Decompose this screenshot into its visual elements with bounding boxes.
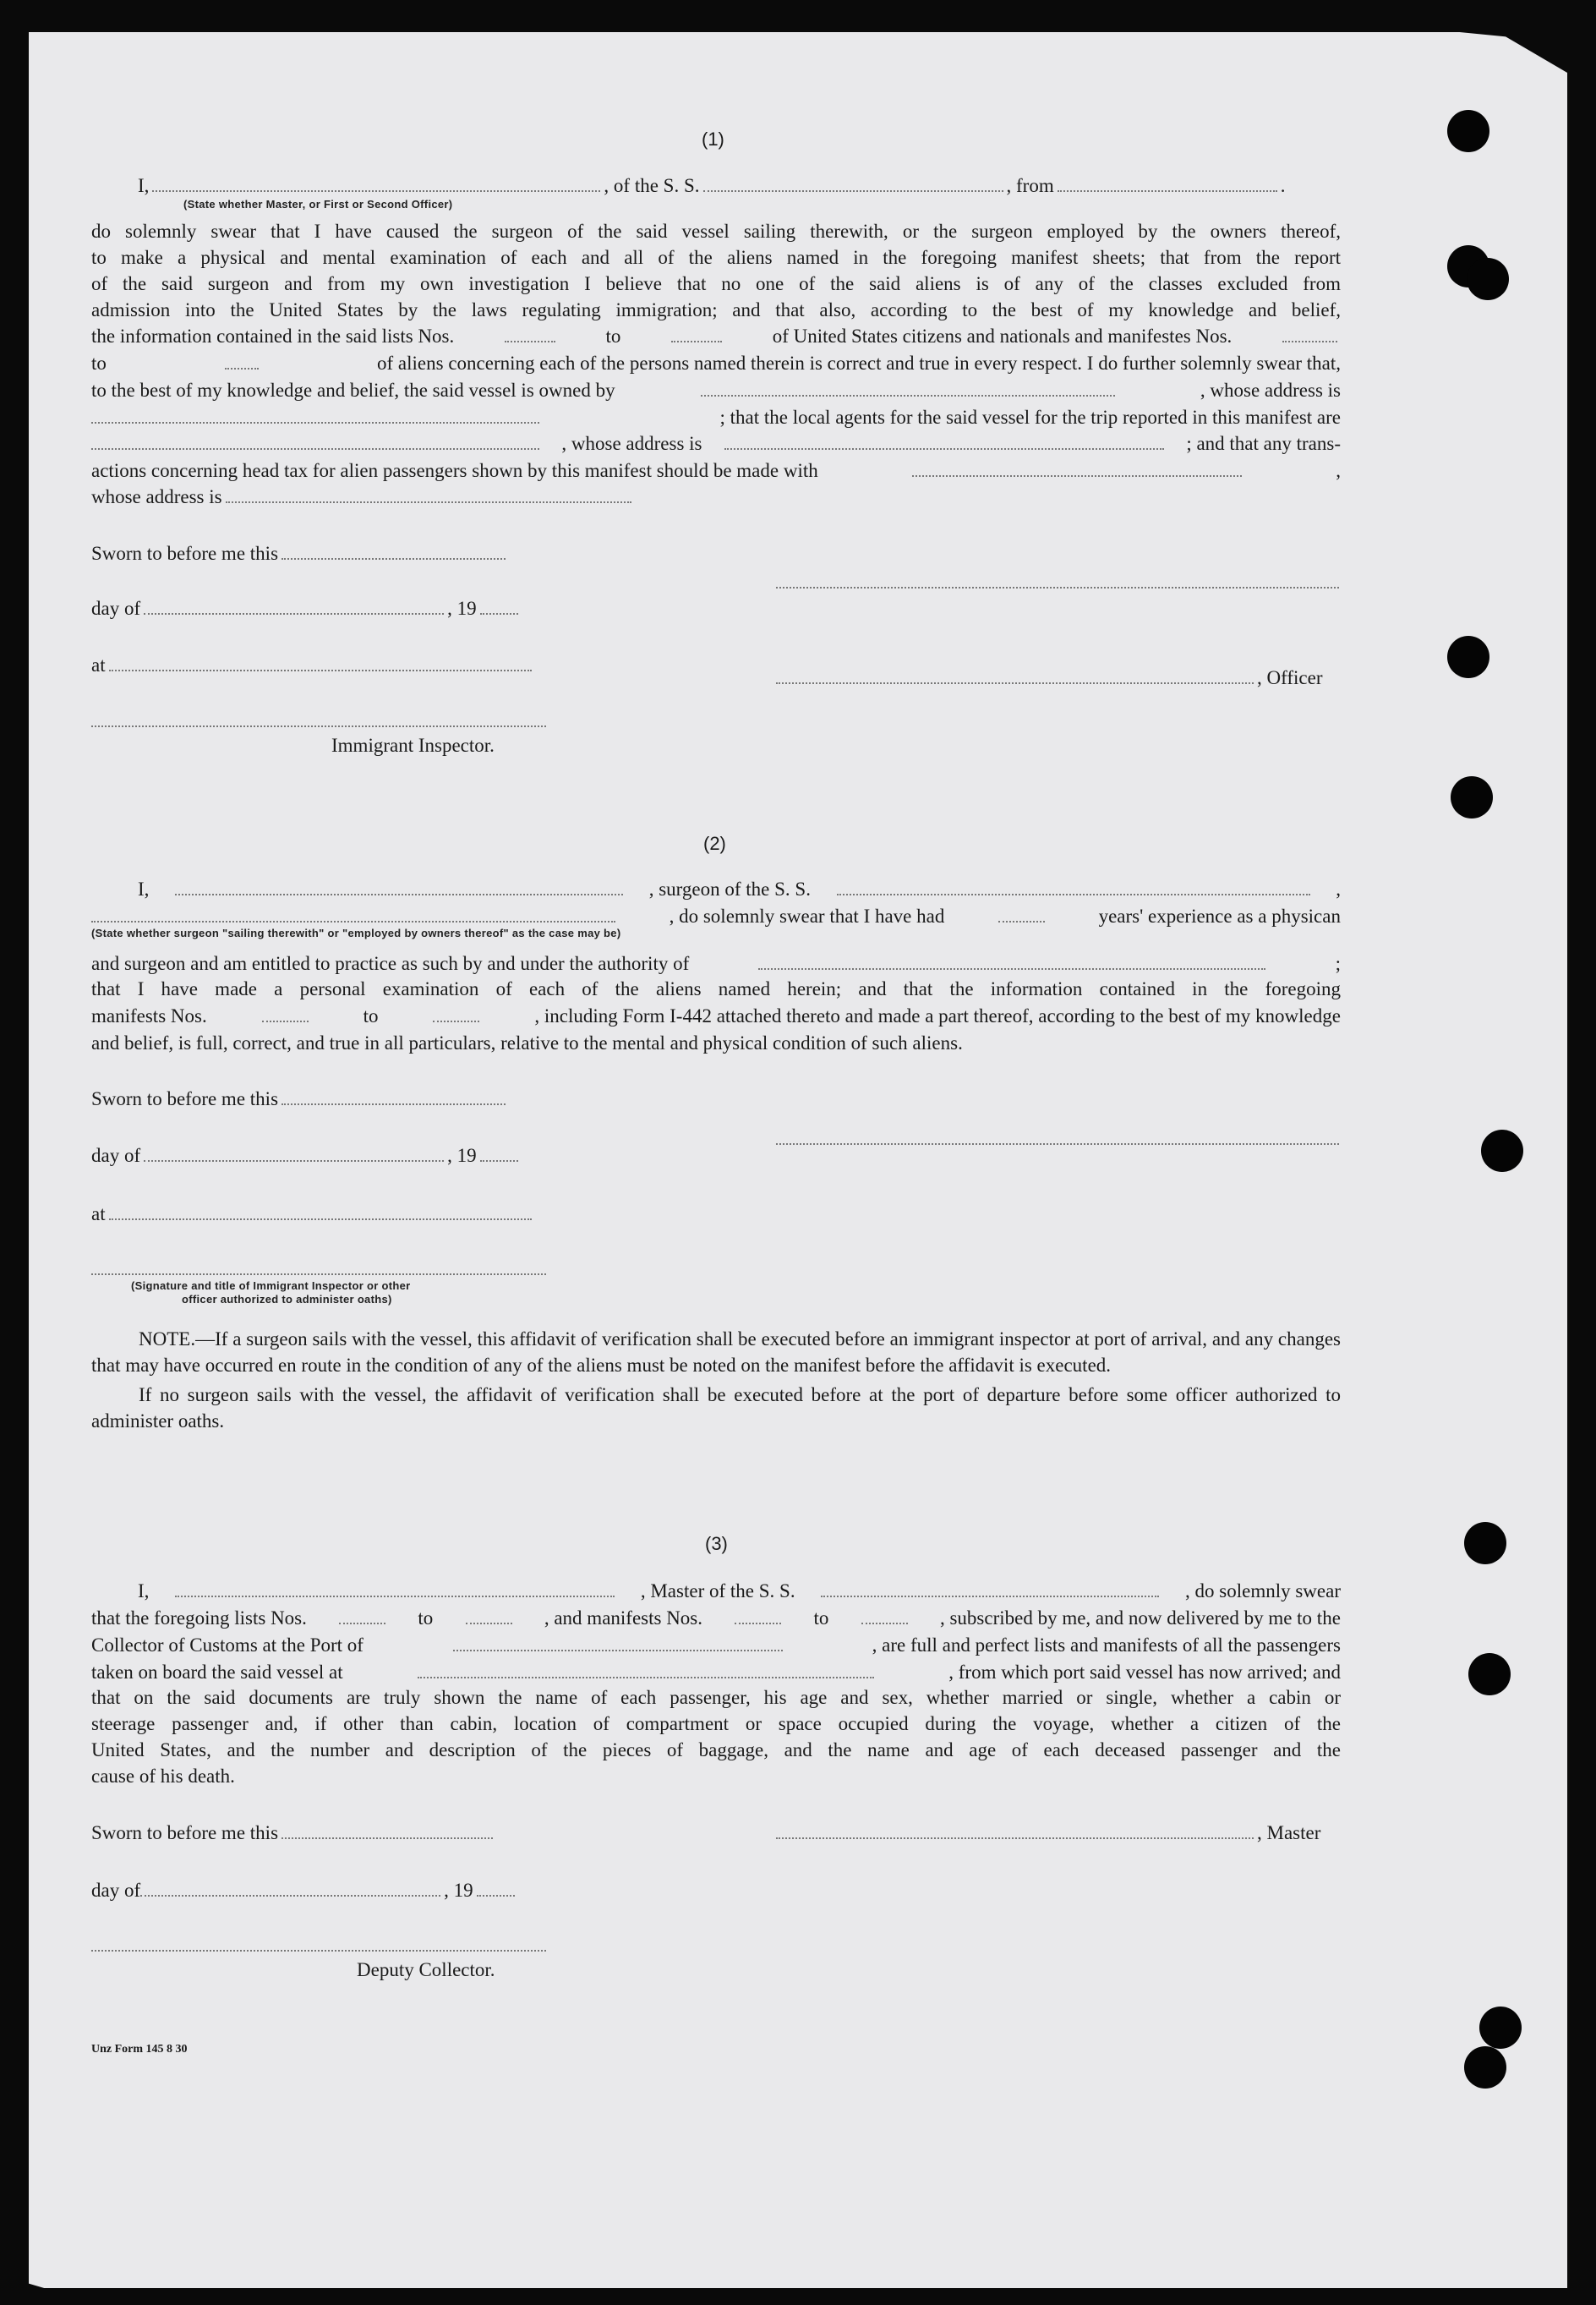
master-name-field[interactable] [175,1595,615,1597]
section3-body-line: that on the said documents are truly shown the name of each passenger, his age and sex, whether married or single, whether a cabin or [91,1687,1341,1708]
punch-hole [1467,258,1509,300]
punch-hole [1447,636,1489,678]
surgeon-status-field[interactable] [91,920,615,923]
vessel-name-field[interactable] [837,893,1310,895]
officer-signature-field[interactable] [776,682,1254,684]
section3-body-line: United States, and the number and description of the pieces of baggage, and the name and age of each deceased passenger and the [91,1739,1341,1760]
signature-note: (Signature and title of Immigrant Inspector or other [131,1279,411,1292]
agents-address-line [91,434,1341,453]
label: , whose address is [561,433,702,454]
officer-note: (State whether Master, or First or Second Officer) [183,198,453,211]
sworn-label: Sworn to before me this [91,1823,496,1842]
day-field[interactable] [140,1894,440,1897]
owner-line [91,381,1341,400]
label: , whose address is [1200,380,1341,401]
label: , [1336,460,1341,481]
label: whose address is [91,486,222,507]
day-of-label: day of , 19 [91,599,522,618]
day-field[interactable] [144,612,444,615]
label: to [91,353,107,374]
label: , Master of the S. S. [640,1580,795,1601]
section-number: (1) [702,129,724,150]
label: , from [1006,175,1054,196]
label: , subscribed by me, and now delivered by me to the [939,1607,1341,1629]
punch-hole [1451,776,1493,819]
note-paragraph: NOTE.—If a surgeon sails with the vessel, this affidavit of verification shall be executed before an immigrant inspector at port of arrival, and any changes that may have occurred en route in the condition of any of the aliens must be noted on the manifest before the affidavit is executed. [91,1328,1341,1376]
label: , surgeon of the S. S. [648,879,811,900]
manifest-to-field[interactable] [433,1020,479,1022]
surgeon-line [138,879,1341,899]
inspector-signature-line[interactable] [91,1273,546,1275]
sworn-label: Sworn to before me this [91,544,509,563]
sworn-date-field[interactable] [281,557,506,560]
label: to [418,1607,434,1629]
list-to-field[interactable] [671,340,722,342]
section2-body-line: and belief, is full, correct, and true in all particulars, relative to the mental and physical condition of such aliens. [91,1032,963,1054]
place-field[interactable] [109,669,532,671]
from-port-field[interactable] [1058,189,1277,192]
master-signature: , Master [776,1823,1320,1842]
manifest-from-field[interactable] [735,1622,781,1624]
sworn-label: Sworn to before me this [91,1089,509,1109]
label: to [363,1005,379,1027]
note-block [91,1326,1341,1434]
label: that the foregoing lists Nos. [91,1607,307,1629]
contact-address-field[interactable] [226,501,631,503]
day-of-label: day of , 19 [91,1146,522,1165]
port-line [91,1635,1341,1655]
day-field[interactable] [144,1159,444,1162]
label: of United States citizens and nationals and manifestes Nos. [772,326,1233,347]
label: ; that the local agents for the said vessel for the trip reported in this manifest are [719,407,1341,428]
label: years' experience as a physican [1098,906,1341,927]
surgeon-note: (State whether surgeon "sailing therewith" or "employed by owners thereof" as the case may be) [91,927,621,939]
inspector-signature-line[interactable] [91,725,546,727]
vessel-name-field[interactable] [821,1595,1159,1597]
label: ; and that any trans- [1186,433,1341,454]
label: , do solemnly swear [1185,1580,1341,1601]
punch-hole [1479,2007,1522,2049]
label: the information contained in the said lists Nos. [91,326,455,347]
at-label: at [91,1204,535,1224]
master-line [138,1581,1341,1601]
section1-body-line: of the said surgeon and from my own investigation I believe that no one of the said aliens is of any of the classes excluded from [91,273,1341,294]
boarded-line [91,1662,1341,1682]
punch-hole [1447,110,1489,152]
label: I, [138,1580,150,1601]
authority-line [91,954,1341,973]
punch-hole [1481,1130,1523,1172]
boarding-port-field[interactable] [418,1676,874,1678]
master-signature-field[interactable] [776,1837,1254,1839]
manifest-to-field[interactable] [225,367,259,370]
agents-address-field[interactable] [724,447,1164,450]
lists-line [91,1608,1341,1628]
punch-hole [1468,1653,1511,1695]
owner-field[interactable] [701,394,1115,397]
section2-body-line: that I have made a personal examination of each of the aliens named herein; and that the information contained in the foregoing [91,978,1341,999]
label: and surgeon and am entitled to practice as such by and under the authority of [91,953,690,974]
manifest-to-field[interactable] [861,1622,908,1624]
punch-hole [1464,2046,1506,2089]
label: , of the S. S. [604,175,700,196]
label: ; [1335,953,1341,974]
year-field[interactable] [477,1894,515,1897]
list-from-field[interactable] [505,340,555,342]
year-field[interactable] [480,1159,518,1162]
section1-body-line: to make a physical and mental examination of each and all of the aliens named in the foregoing manifest sheets; that from the report [91,247,1341,268]
vessel-name-field[interactable] [703,189,1003,192]
section1-body-line: admission into the United States by the laws regulating immigration; and that also, according to the best of my knowledge and belief, [91,299,1341,320]
label: . [1280,175,1286,196]
head-tax-contact-field[interactable] [912,474,1242,477]
deputy-label: Deputy Collector. [357,1959,495,1980]
note-paragraph: If no surgeon sails with the vessel, the affidavit of verification shall be executed before at the port of departure before some officer authorized to administer oaths. [91,1384,1341,1432]
label: , do solemnly swear that I have had [669,906,945,927]
at-label: at [91,655,535,675]
day-of-label: day of , 19 [91,1881,518,1900]
manifests-line [91,1006,1341,1026]
signature-line[interactable] [776,587,1339,589]
experience-line [91,906,1341,926]
agents-line [91,408,1341,427]
label: to the best of my knowledge and belief, the said vessel is owned by [91,380,615,401]
signature-line[interactable] [776,1143,1339,1145]
section1-body-line: do solemnly swear that I have caused the surgeon of the said vessel sailing therewith, or the surgeon employed by the owners thereof, [91,221,1341,242]
agents-field[interactable] [91,447,539,450]
manifest-from-field[interactable] [262,1020,309,1022]
inspector-label: Immigrant Inspector. [331,735,495,756]
whose-address-line [91,487,635,506]
officer-name-field[interactable] [152,189,600,192]
label: of aliens concerning each of the persons named therein is correct and true in every respect. I do further solemnly swear that, [377,353,1341,374]
sworn-date-field[interactable] [281,1103,506,1105]
label: taken on board the said vessel at [91,1662,343,1683]
label: I, [138,879,150,900]
sworn-date-field[interactable] [281,1837,493,1839]
collector-signature-line[interactable] [91,1950,546,1952]
label: , [1336,879,1341,900]
signature-note: officer authorized to administer oaths) [182,1293,392,1306]
owner-address-field[interactable] [91,421,539,424]
punch-hole [1464,1522,1506,1564]
label: to [605,326,621,347]
label: Collector of Customs at the Port of [91,1634,363,1656]
label: , from which port said vessel has now arrived; and [948,1662,1341,1683]
place-field[interactable] [109,1218,532,1220]
form-number: Unz Form 145 8 30 [91,2043,188,2056]
section-number: (2) [703,833,726,854]
label: , and manifests Nos. [544,1607,703,1629]
section-number: (3) [705,1533,728,1554]
list-from-field[interactable] [339,1622,385,1624]
authority-field[interactable] [758,967,1265,970]
officer-signature: , Officer [776,668,1322,687]
list-to-field[interactable] [466,1622,512,1624]
year-field[interactable] [480,612,518,615]
label: , are full and perfect lists and manifests of all the passengers [872,1634,1341,1656]
manifest-nos-field[interactable] [1282,340,1337,342]
port-field[interactable] [453,1649,783,1651]
surgeon-name-field[interactable] [175,893,623,895]
label: to [813,1607,829,1629]
section3-body-line: cause of his death. [91,1766,235,1787]
lists-line [91,326,1341,346]
label: actions concerning head tax for alien passengers shown by this manifest should be made with [91,460,818,481]
label: , including Form I-442 attached thereto and made a part thereof, according to the best of my knowledge [534,1005,1341,1027]
officer-line [138,176,1285,195]
aliens-line [91,353,1341,373]
head-tax-line [91,461,1341,480]
label: I, [138,175,150,196]
years-field[interactable] [998,920,1045,923]
section3-body-line: steerage passenger and, if other than cabin, location of compartment or space occupied during the voyage, whether a citizen of the [91,1713,1341,1734]
label: manifests Nos. [91,1005,207,1027]
